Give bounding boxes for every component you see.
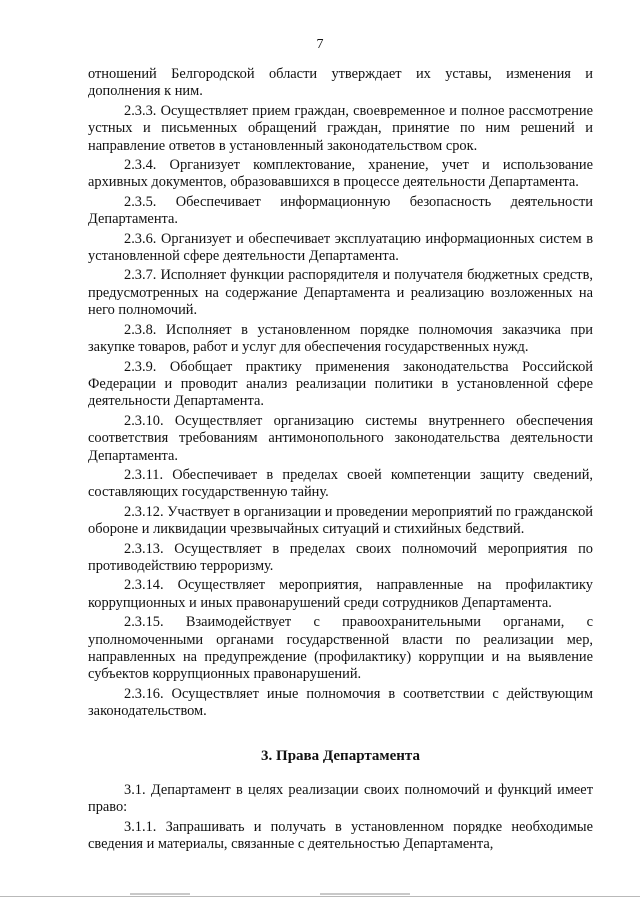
paragraph: 2.3.14. Осуществляет мероприятия, направленные на профилактику коррупционных и иных правонарушений среди сотрудников Департамента.	[88, 577, 593, 611]
paragraph: 2.3.6. Организует и обеспечивает эксплуатацию информационных систем в установленной сфере деятельности Департамента.	[88, 230, 593, 265]
paragraph: 2.3.9. Обобщает практику применения законодательства Российской Федерации и проводит анализ реализации политики в установленной сфере деятельности Департамента.	[88, 358, 593, 410]
paragraph: 3.1. Департамент в целях реализации своих полномочий и функций имеет право:	[88, 782, 593, 816]
paragraph: 2.3.15. Взаимодействует с правоохранительными органами, с уполномоченными органами государственной власти по реализации мер, направленных на предупреждение (профилактику) коррупции и на выявление субъектов коррупционных правонарушений.	[88, 614, 593, 683]
paragraph: 2.3.7. Исполняет функции распорядителя и получателя бюджетных средств, предусмотренных на содержание Департамента и реализацию возложенных на него полномочий.	[88, 267, 593, 319]
paragraph: 2.3.8. Исполняет в установленном порядке полномочия заказчика при закупке товаров, работ и услуг для обеспечения государственных нужд.	[88, 321, 593, 356]
paragraph: 2.3.16. Осуществляет иные полномочия в соответствии с действующим законодательством.	[88, 685, 593, 720]
paragraph: 2.3.5. Обеспечивает информационную безопасность деятельности Департамента.	[88, 193, 593, 228]
paragraph: 2.3.10. Осуществляет организацию системы внутреннего обеспечения соответствия требованиям антимонопольного законодательства деятельности Департамента.	[88, 412, 593, 464]
paragraph: 2.3.12. Участвует в организации и проведении мероприятий по гражданской обороне и ликвидации чрезвычайных ситуаций и стихийных бедствий.	[88, 503, 593, 538]
scan-artifact-mark	[320, 893, 410, 895]
section-paragraphs-block	[88, 782, 593, 854]
paragraph: отношений Белгородской области утверждает их уставы, изменения и дополнения к ним.	[88, 66, 593, 100]
paragraph: 2.3.3. Осуществляет прием граждан, своевременное и полное рассмотрение устных и письменных обращений граждан, принятие по ним решений и направление ответов в установленный законодательством срок.	[88, 102, 593, 154]
paragraphs-block	[88, 66, 593, 721]
scan-artifact-mark	[130, 893, 190, 895]
page-number: 7	[316, 37, 324, 52]
paragraph: 2.3.11. Обеспечивает в пределах своей компетенции защиту сведений, составляющих государственную тайну.	[88, 466, 593, 501]
document-body	[88, 66, 593, 856]
scan-edge-line	[0, 896, 640, 897]
paragraph: 3.1.1. Запрашивать и получать в установленном порядке необходимые сведения и материалы, связанные с деятельностью Департамента,	[88, 818, 593, 853]
section-heading: 3. Права Департамента	[261, 747, 420, 764]
paragraph: 2.3.13. Осуществляет в пределах своих полномочий мероприятия по противодействию терроризму.	[88, 540, 593, 574]
paragraph: 2.3.4. Организует комплектование, хранение, учет и использование архивных документов, образовавшихся в процессе деятельности Департамента.	[88, 157, 593, 191]
